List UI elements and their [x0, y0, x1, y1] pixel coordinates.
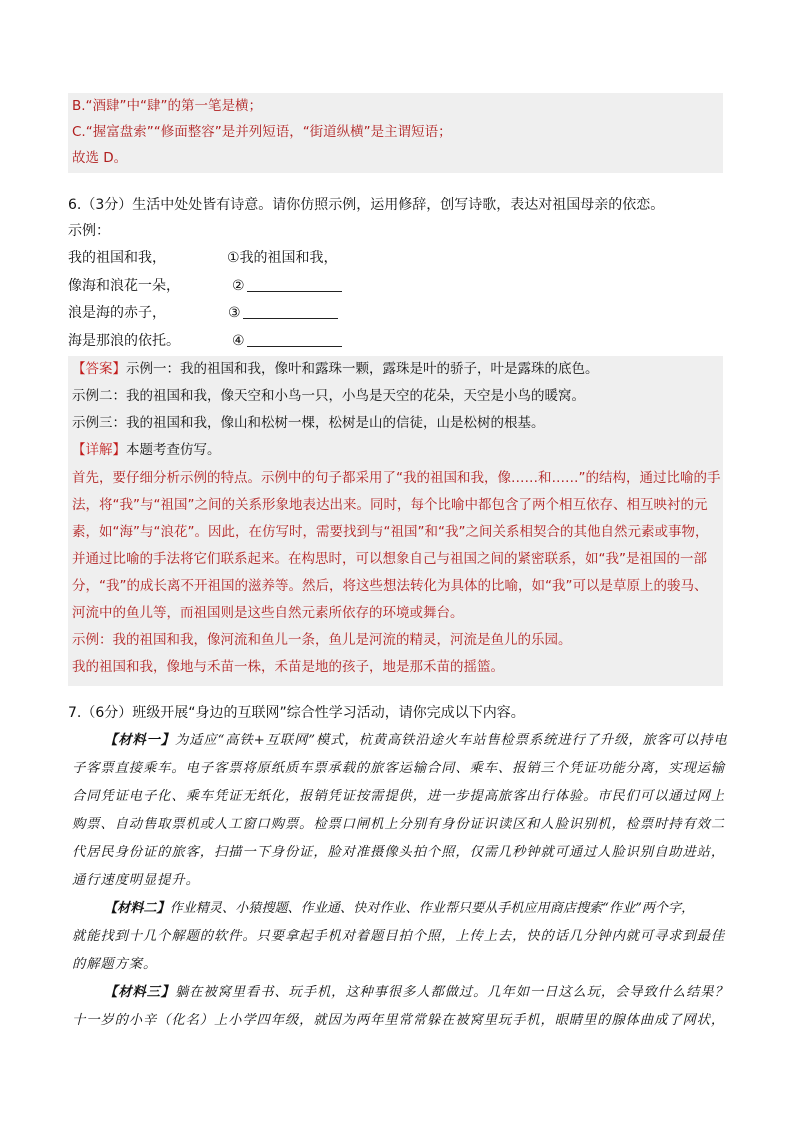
detail-line: 河流中的鱼儿等，而祖国则是这些自然元素所依存的环境或舞台。 [72, 605, 464, 621]
question-7-stem: 7.（6分）班级开展“身边的互联网”综合性学习活动，请你完成以下内容。 [68, 705, 525, 721]
material-text: 为适应“高铁+互联网”模式，杭黄高铁沿途火车站售检票系统进行了升级，旅客可以持电 [174, 733, 728, 748]
material-line: 合同凭证电子化、乘车凭证无纸化，报销凭证按需提供，进一步提高旅客出行体验。市民们可以通过网上 [72, 789, 726, 804]
material-line: 子客票直接乘车。电子客票将原纸质车票承载的旅客运输合同、乘车、报销三个凭证功能分离，实现运输 [72, 761, 726, 776]
detail-line: 首先，要仔细分析示例的特点。示例中的句子都采用了“我的祖国和我，像……和……”的结构，通过比喻的手 [72, 470, 721, 486]
question-6-stem: 6.（3分）生活中处处皆有诗意。请你仿照示例，运用修辞，创写诗歌，表达对祖国母亲的依恋。 [68, 197, 665, 213]
detail-text: 本题考查仿写。 [126, 442, 221, 458]
answer-tag: 【答案】 [72, 361, 126, 377]
answer-line: C.“握富盘索”“修面整容”是并列短语，“街道纵横”是主谓短语； [72, 124, 452, 140]
answer-line: 故选 D。 [72, 150, 128, 166]
detail-line: 法，将“我”与“祖国”之间的关系形象地表达出来。同时，每个比喻中都包含了两个相互依存、相互映衬的元 [72, 497, 708, 513]
poem-right-line-2 [232, 276, 342, 296]
material-line [104, 899, 694, 919]
material-tag: 【材料一】 [104, 733, 175, 748]
circled-number: ③ [228, 305, 241, 321]
detail-line: 素，如“海”与“浪花”。因此，在仿写时，需要找到与“祖国”和“我”之间关系相契合的其他自然元素或事物， [72, 524, 709, 540]
circled-number: ① [227, 250, 240, 266]
poem-left-line: 浪是海的赤子， [68, 305, 166, 321]
example-label: 示例： [68, 223, 110, 239]
detail-line [72, 440, 221, 460]
material-line: 购票、自动售取票机或人工窗口购票。检票口闸机上分别有身份证识读区和人脸识别机，检票时持有效二 [72, 817, 726, 832]
poem-left-line: 海是那浪的依托。 [68, 333, 180, 349]
material-line: 十一岁的小辛（化名）上小学四年级，就因为两年里常常躲在被窝里玩手机，眼睛里的腺体曲成了网状， [72, 1013, 726, 1028]
material-line: 就能找到十几个解题的软件。只要拿起手机对着题目拍个照，上传上去，快的话几分钟内就可寻求到最佳 [72, 929, 726, 944]
material-line: 代居民身份证的旅客，扫描一下身份证，脸对准摄像头拍个照，仅需几秒钟就可通过人脸识别自助进站， [72, 845, 726, 860]
detail-line: 我的祖国和我，像地与禾苗一株，禾苗是地的孩子，地是那禾苗的摇篮。 [72, 659, 504, 675]
material-line [104, 983, 729, 1003]
material-text: 躺在被窝里看书、玩手机，这种事很多人都做过。几年如一日这么玩，会导致什么结果？ [174, 985, 729, 1000]
poem-right-line-4 [232, 331, 342, 351]
circled-number: ② [232, 278, 245, 294]
answer-line [72, 359, 599, 379]
detail-line: 分，“我”的成长离不开祖国的滋养等。然后，将这些想法转化为具体的比喻，如“我”可以是草原上的骏马、 [72, 578, 708, 594]
answer-line: 示例二：我的祖国和我，像天空和小鸟一只，小鸟是天空的花朵，天空是小鸟的暖窝。 [72, 388, 585, 404]
material-tag: 【材料二】 [104, 901, 170, 916]
poem-right-line-3 [228, 303, 338, 323]
answer-text: 示例一：我的祖国和我，像叶和露珠一颗，露珠是叶的骄子，叶是露珠的底色。 [126, 361, 599, 377]
detail-tag: 【详解】 [72, 442, 126, 458]
material-tag: 【材料三】 [104, 985, 175, 1000]
detail-line: 并通过比喻的手法将它们联系起来。在构思时，可以想象自己与祖国之间的紧密联系，如“我”是祖国的一部 [72, 551, 707, 567]
material-line: 的解题方案。 [72, 957, 158, 972]
material-line: 通行速度明显提升。 [72, 873, 200, 888]
answer-line: B.“酒肆”中“肆”的第一笔是横； [72, 98, 263, 114]
detail-line: 示例：我的祖国和我，像河流和鱼儿一条，鱼儿是河流的精灵，河流是鱼儿的乐园。 [72, 632, 572, 648]
circled-number: ④ [232, 333, 245, 349]
poem-left-line: 我的祖国和我， [68, 250, 166, 266]
poem-left-line: 像海和浪花一朵， [68, 278, 180, 294]
poem-right-line-1 [227, 248, 338, 268]
answer-line: 示例三：我的祖国和我，像山和松树一棵，松树是山的信徒，山是松树的根基。 [72, 415, 545, 431]
material-text: 作业精灵、小猿搜题、作业通、快对作业、作业帮只要从手机应用商店搜索“作业”两个字， [169, 901, 695, 916]
answer-blank[interactable] [247, 332, 342, 347]
material-line [104, 731, 728, 751]
answer-blank[interactable] [243, 304, 338, 319]
answer-blank[interactable] [247, 277, 342, 292]
poem-right-text: 我的祖国和我， [239, 250, 338, 266]
